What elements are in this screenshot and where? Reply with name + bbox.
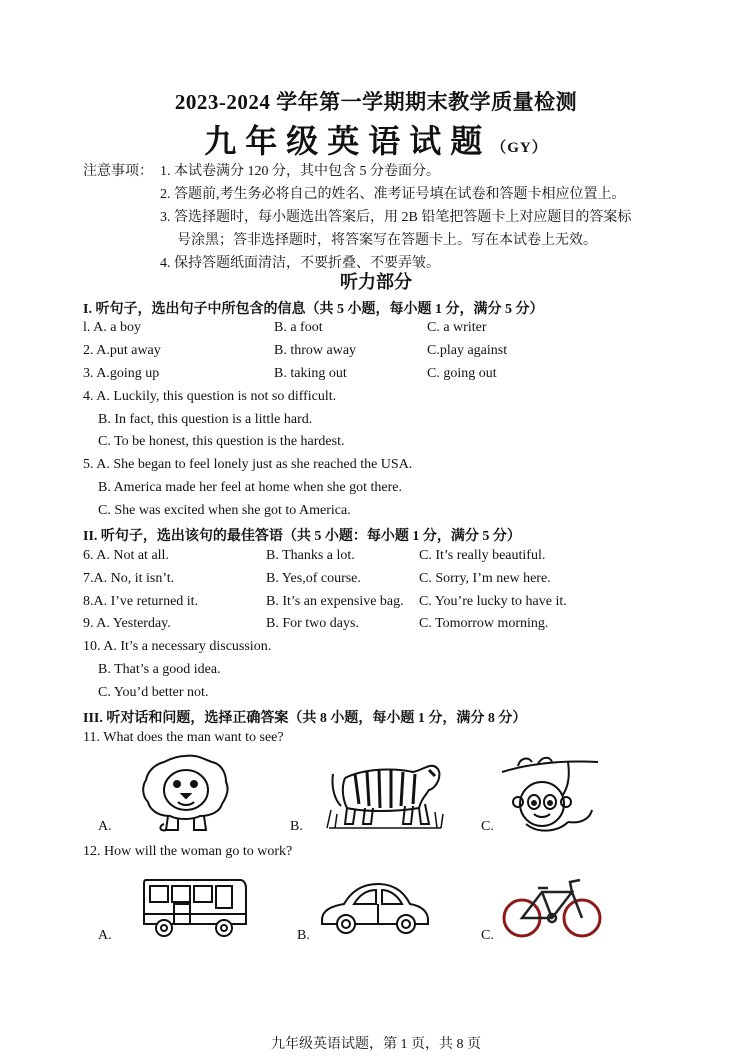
q9-option-a: 9. A. Yesterday. <box>83 616 171 631</box>
q8-option-c: C. You’re lucky to have it. <box>419 594 567 609</box>
q10-option-c: C. You’d better not. <box>98 685 209 700</box>
q4-option-a: 4. A. Luckily, this question is not so difficult. <box>83 389 337 404</box>
car-icon <box>318 880 432 936</box>
q3-option-a: 3. A.going up <box>83 366 160 381</box>
subject-title-text: 九年级英语试题 <box>204 123 492 159</box>
q2-option-a: 2. A.put away <box>83 343 161 358</box>
q7-option-a: 7.A. No, it isn’t. <box>83 571 175 586</box>
q9-option-c: C. Tomorrow morning. <box>419 616 549 631</box>
q8-option-b: B. It’s an expensive bag. <box>266 594 404 609</box>
q12-label-b: B. <box>297 928 310 943</box>
q11-label-a: A. <box>98 819 112 834</box>
lion-icon <box>130 752 240 834</box>
notes-label: 注意事项： <box>83 164 153 179</box>
exam-header-title: 2023-2024 学年第一学期期末教学质量检测 <box>174 90 578 114</box>
q10-option-a: 10. A. It’s a necessary discussion. <box>83 639 272 654</box>
q6-option-c: C. It’s really beautiful. <box>419 548 546 563</box>
q2-option-c: C.play against <box>427 343 508 358</box>
q2-option-b: B. throw away <box>274 343 357 358</box>
note-item-4: 4. 保持答题纸面清洁，不要折叠、不要弄皱。 <box>160 256 440 271</box>
q6-option-b: B. Thanks a lot. <box>266 548 355 563</box>
q1-option-a: l. A. a boy <box>83 320 141 335</box>
q5-option-a: 5. A. She began to feel lonely just as she reached the USA. <box>83 457 413 472</box>
monkey-icon <box>498 752 602 836</box>
q11-question: 11. What does the man want to see? <box>83 730 284 745</box>
q4-option-c: C. To be honest, this question is the hardest. <box>98 434 345 449</box>
q9-option-b: B. For two days. <box>266 616 359 631</box>
q3-option-c: C. going out <box>427 366 497 381</box>
q3-option-b: B. taking out <box>274 366 347 381</box>
exam-subject-title <box>0 116 752 162</box>
q12-question: 12. How will the woman go to work? <box>83 844 293 859</box>
section-2-title: II. 听句子，选出该句的最佳答语（共 5 小题：每小题 1 分，满分 5 分） <box>83 529 521 544</box>
note-item-3: 3. 答选择题时，每小题选出答案后，用 2B 铅笔把答题卡上对应题目的答案标 <box>160 210 632 225</box>
note-item-2: 2. 答题前,考生务必将自己的姓名、准考证号填在试卷和答题卡相应位置上。 <box>160 187 626 202</box>
section-3-title: III. 听对话和问题，选择正确答案（共 8 小题，每小题 1 分，满分 8 分） <box>83 711 527 726</box>
q1-option-b: B. a foot <box>274 320 323 335</box>
section-1-title: I. 听句子，选出句子中所包含的信息（共 5 小题，每小题 1 分，满分 5 分） <box>83 302 544 317</box>
q8-option-a: 8.A. I’ve returned it. <box>83 594 199 609</box>
tiger-icon <box>325 748 445 832</box>
q1-option-c: C. a writer <box>427 320 487 335</box>
q4-option-b: B. In fact, this question is a little hard. <box>98 412 313 427</box>
listening-section-title: 听力部分 <box>340 272 412 292</box>
note-item-1: 1. 本试卷满分 120 分，其中包含 5 分卷面分。 <box>160 164 440 179</box>
note-item-3-cont: 号涂黑；答非选择题时，将答案写在答题卡上。写在本试卷上无效。 <box>177 233 597 248</box>
q6-option-a: 6. A. Not at all. <box>83 548 169 563</box>
q7-option-c: C. Sorry, I’m new here. <box>419 571 551 586</box>
q5-option-b: B. America made her feel at home when she got there. <box>98 480 402 495</box>
q5-option-c: C. She was excited when she got to America. <box>98 503 351 518</box>
q7-option-b: B. Yes,of course. <box>266 571 361 586</box>
q12-label-a: A. <box>98 928 112 943</box>
exam-code: （GY） <box>491 140 548 156</box>
q11-label-b: B. <box>290 819 303 834</box>
q11-label-c: C. <box>481 819 494 834</box>
q12-label-c: C. <box>481 928 494 943</box>
q10-option-b: B. That’s a good idea. <box>98 662 221 677</box>
page-footer: 九年级英语试题，第 1 页，共 8 页 <box>271 1037 481 1052</box>
bicycle-icon <box>500 874 604 940</box>
bus-icon <box>140 874 250 940</box>
